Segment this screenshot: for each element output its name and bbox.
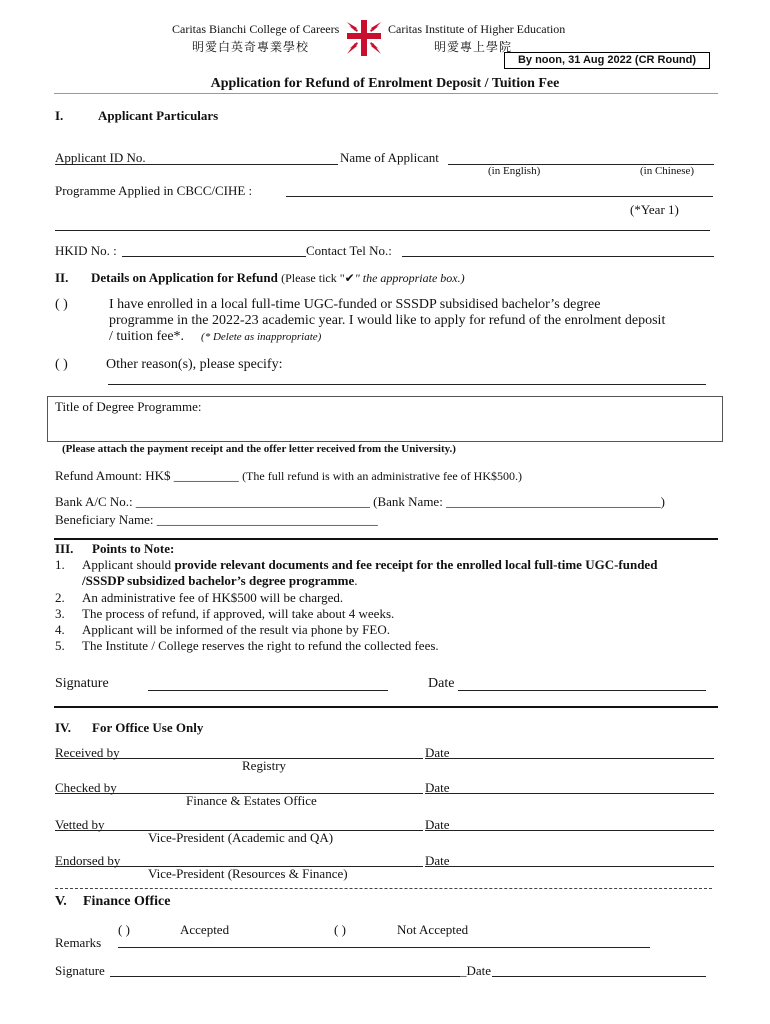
institute-name-zh: 明愛專上學院 xyxy=(434,40,513,54)
point-text-bold-cont: /SSSDP subsidized bachelor’s degree programme xyxy=(82,573,355,588)
section-4-heading: For Office Use Only xyxy=(92,720,204,735)
college-name-en: Caritas Bianchi College of Careers xyxy=(172,22,340,36)
cut-line xyxy=(55,888,712,889)
applicant-signature-label: Signature xyxy=(55,676,109,691)
finance-date-field[interactable] xyxy=(492,976,706,977)
point-text xyxy=(82,557,657,573)
office-row-label: Vetted by xyxy=(55,817,105,832)
office-row-name-field[interactable] xyxy=(55,758,423,759)
title-divider xyxy=(54,93,718,94)
section-4-number: IV. xyxy=(55,720,72,735)
option-2-checkbox[interactable]: ( ) xyxy=(55,357,68,372)
office-row-department: Vice-President (Resources & Finance) xyxy=(148,866,348,881)
tick-note-start: (Please tick " xyxy=(281,271,345,285)
section-2-number: II. xyxy=(55,270,69,285)
point-text: The Institute / College reserves the right to refund the collected fees. xyxy=(82,638,439,653)
contact-tel-label: Contact Tel No.: xyxy=(306,243,392,258)
in-chinese-hint: (in Chinese) xyxy=(640,165,695,177)
office-row-date-label: Date xyxy=(425,780,450,795)
accepted-label: Accepted xyxy=(180,922,230,937)
programme-field-line-2[interactable] xyxy=(55,230,710,231)
applicant-name-label: Name of Applicant xyxy=(340,150,439,165)
office-row-date-field[interactable] xyxy=(425,758,714,759)
college-name-zh: 明愛白英奇專業學校 xyxy=(192,40,310,54)
caritas-logo-icon xyxy=(345,18,383,58)
option-1-checkbox[interactable]: ( ) xyxy=(55,297,68,312)
hkid-field[interactable] xyxy=(122,256,306,257)
beneficiary-row[interactable]: Beneficiary Name: __________________________________ xyxy=(55,512,378,527)
other-reason-field[interactable] xyxy=(108,384,706,385)
point-number: 2. xyxy=(55,590,65,605)
office-row-label: Received by xyxy=(55,745,120,760)
year-note: (*Year 1) xyxy=(630,202,679,217)
tick-mark-icon: ✔ xyxy=(344,271,355,285)
option-1-line-2: programme in the 2022-23 academic year. I would like to apply for refund of the enrolment deposit xyxy=(109,313,666,328)
office-row-date-field[interactable] xyxy=(425,866,714,867)
office-row-department: Vice-President (Academic and QA) xyxy=(148,830,334,845)
point-number: 1. xyxy=(55,557,65,572)
form-title: Application for Refund of Enrolment Deposit / Tuition Fee xyxy=(210,76,560,91)
refund-amount-label: Refund Amount: HK$ __________ xyxy=(55,468,239,483)
office-row-label: Checked by xyxy=(55,780,117,795)
deadline-notice: By noon, 31 Aug 2022 (CR Round) xyxy=(504,52,710,69)
point-text: Applicant will be informed of the result via phone by FEO. xyxy=(82,622,390,637)
applicant-signature-field[interactable] xyxy=(148,690,388,691)
section-4-divider xyxy=(54,706,718,708)
not-accepted-label: Not Accepted xyxy=(397,922,469,937)
point-text: The process of refund, if approved, will take about 4 weeks. xyxy=(82,606,395,621)
office-row-date-label: Date xyxy=(425,817,450,832)
attach-note: (Please attach the payment receipt and the offer letter received from the University.) xyxy=(62,443,456,455)
hkid-label: HKID No. : xyxy=(55,243,117,258)
point-text-end: . xyxy=(354,573,358,588)
point-number: 4. xyxy=(55,622,65,637)
point-text: An administrative fee of HK$500 will be charged. xyxy=(82,590,344,605)
section-3-heading: Points to Note: xyxy=(92,541,175,556)
accepted-checkbox[interactable]: ( ) xyxy=(118,922,130,937)
tick-note-end: " the appropriate box.) xyxy=(354,271,465,285)
office-row-date-field[interactable] xyxy=(425,830,714,831)
remarks-label: Remarks xyxy=(55,935,102,950)
bank-account-row[interactable]: Bank A/C No.: ____________________________________ (Bank Name: _________________________________) xyxy=(55,494,665,509)
point-text-continued xyxy=(82,573,358,589)
office-row-date-label: Date xyxy=(425,745,450,760)
remarks-field[interactable] xyxy=(118,947,650,948)
delete-note: (* Delete as inappropriate) xyxy=(201,331,322,343)
applicant-id-label: Applicant ID No. xyxy=(55,150,146,165)
office-row-date-label: Date xyxy=(425,853,450,868)
applicant-id-field[interactable] xyxy=(55,164,338,165)
degree-title-label: Title of Degree Programme: xyxy=(55,399,202,414)
programme-label: Programme Applied in CBCC/CIHE : xyxy=(55,183,253,198)
option-1-line-3-row xyxy=(109,329,321,345)
in-english-hint: (in English) xyxy=(488,165,541,177)
finance-date-label: _Date xyxy=(460,963,492,978)
applicant-date-field[interactable] xyxy=(458,690,706,691)
office-row-label: Endorsed by xyxy=(55,853,121,868)
refund-note: (The full refund is with an administrative fee of HK$500.) xyxy=(242,469,522,483)
refund-amount-row[interactable] xyxy=(55,468,522,484)
section-3-divider xyxy=(54,538,718,540)
office-row-department: Registry xyxy=(242,758,287,773)
finance-signature-field[interactable] xyxy=(110,976,460,977)
section-1-number: I. xyxy=(55,108,64,123)
section-2-heading-row xyxy=(91,270,465,286)
section-5-heading: Finance Office xyxy=(83,894,171,909)
contact-tel-field[interactable] xyxy=(402,256,714,257)
finance-signature-label: Signature xyxy=(55,963,105,978)
applicant-date-label: Date xyxy=(428,676,455,691)
option-1-line-3: / tuition fee*. xyxy=(109,329,185,344)
point-number: 3. xyxy=(55,606,65,621)
section-3-number: III. xyxy=(55,541,74,556)
section-2-heading: Details on Application for Refund xyxy=(91,270,278,285)
option-2-label: Other reason(s), please specify: xyxy=(106,357,283,372)
institute-name-en: Caritas Institute of Higher Education xyxy=(388,22,566,36)
point-text-start: Applicant should xyxy=(82,557,175,572)
option-1-line-1: I have enrolled in a local full-time UGC-funded or SSSDP subsidised bachelor’s degree xyxy=(109,297,601,312)
office-row-department: Finance & Estates Office xyxy=(186,793,317,808)
section-5-number: V. xyxy=(55,894,67,909)
point-number: 5. xyxy=(55,638,65,653)
point-text-bold: provide relevant documents and fee receipt for the enrolled local full-time UGC-funded xyxy=(174,557,658,572)
programme-field[interactable] xyxy=(286,196,713,197)
not-accepted-checkbox[interactable]: ( ) xyxy=(334,922,346,937)
section-1-heading: Applicant Particulars xyxy=(98,108,219,123)
office-row-date-field[interactable] xyxy=(425,793,714,794)
